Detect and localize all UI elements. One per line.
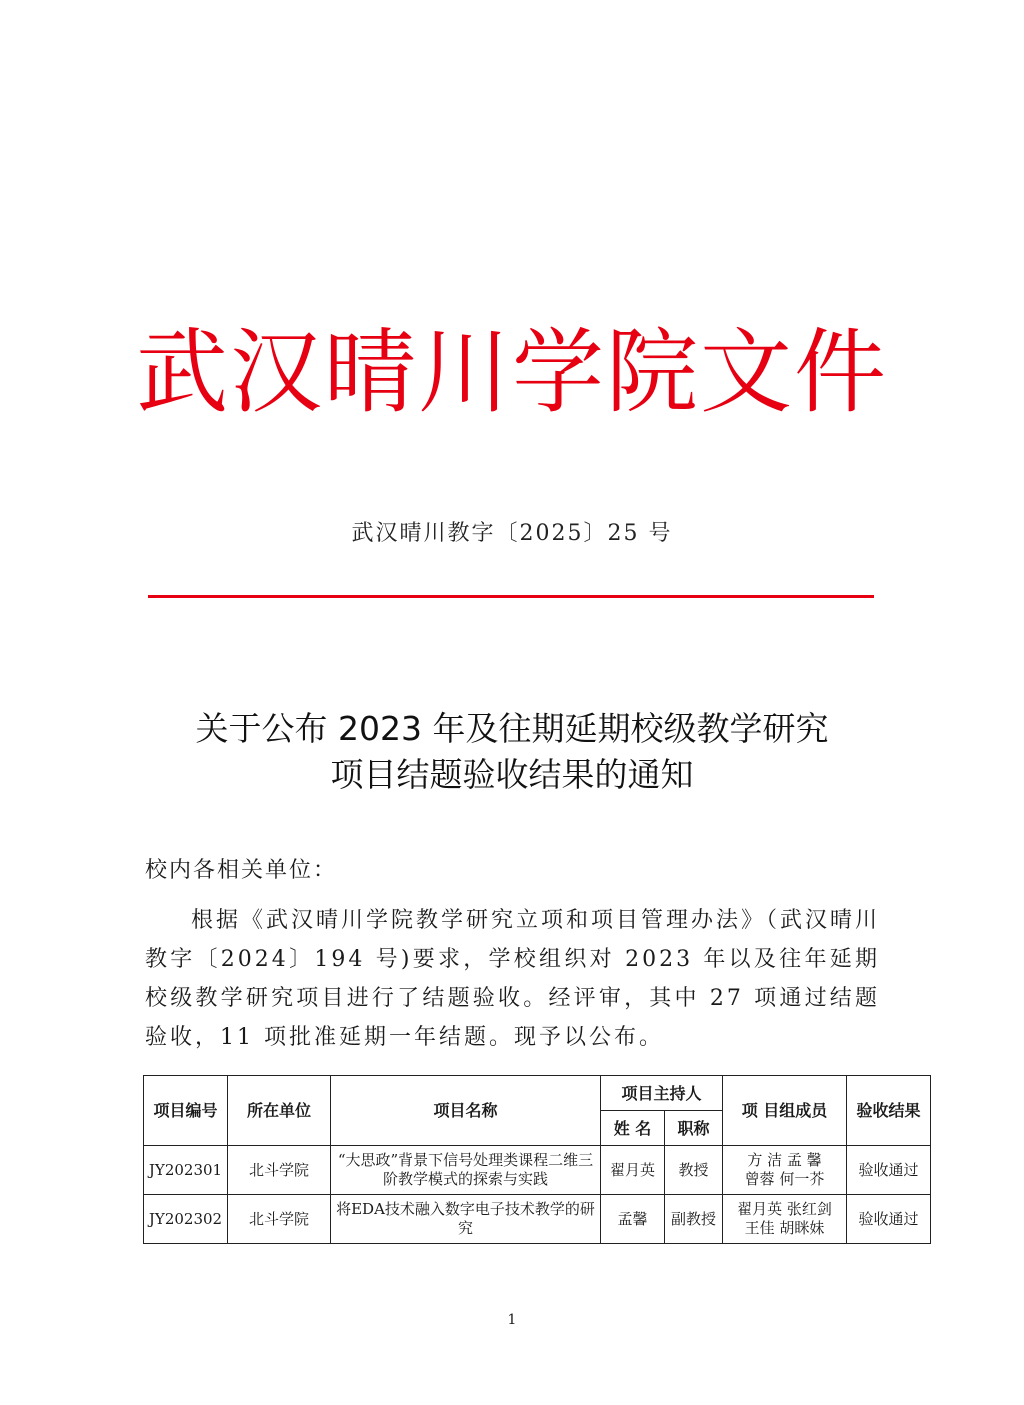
page-number: 1	[507, 1312, 517, 1328]
header-unit: 所在单位	[228, 1076, 331, 1146]
member-line: 曾蓉 何一芥	[744, 1170, 825, 1188]
cell-result: 验收通过	[847, 1146, 931, 1195]
table-header-row	[144, 1076, 931, 1111]
table-row	[144, 1195, 931, 1244]
salutation: 校内各相关单位：	[145, 858, 338, 883]
header-host-name: 姓 名	[601, 1111, 665, 1146]
header-host-title: 职称	[665, 1111, 723, 1146]
table-row	[144, 1146, 931, 1195]
document-number: 武汉晴川教字〔2025〕25 号	[351, 521, 673, 546]
header-members: 项 目组成员	[723, 1076, 847, 1146]
cell-members	[723, 1195, 847, 1244]
notice-title-line-2: 项目结题验收结果的通知	[330, 755, 694, 794]
cell-unit: 北斗学院	[228, 1146, 331, 1195]
cell-members	[723, 1146, 847, 1195]
org-document-header: 武汉晴川学院文件	[135, 319, 888, 426]
member-line: 王佳 胡眯妹	[744, 1219, 825, 1237]
project-results-table	[143, 1075, 931, 1244]
cell-host-name: 孟馨	[601, 1195, 665, 1244]
notice-title-line-1: 关于公布 2023 年及往期延期校级教学研究	[195, 709, 829, 748]
cell-unit: 北斗学院	[228, 1195, 331, 1244]
header-project-name: 项目名称	[331, 1076, 601, 1146]
header-result: 验收结果	[847, 1076, 931, 1146]
member-line: 方 洁 孟 馨	[747, 1151, 822, 1169]
member-line: 翟月英 张红剑	[737, 1200, 832, 1218]
header-project-id: 项目编号	[144, 1076, 228, 1146]
cell-project-id: JY202302	[144, 1195, 228, 1244]
body-paragraph: 根据《武汉晴川学院教学研究立项和项目管理办法》（武汉晴川教字〔2024〕194 号)要求，学校组织对 2023 年以及往年延期校级教学研究项目进行了结题验收。经评审，其中 27 项通过结题验收，11 项批准延期一年结题。现予以公布。	[145, 908, 881, 1050]
cell-host-name: 翟月英	[601, 1146, 665, 1195]
red-divider-line	[148, 595, 874, 598]
cell-host-title: 副教授	[665, 1195, 723, 1244]
header-host: 项目主持人	[601, 1076, 723, 1111]
cell-result: 验收通过	[847, 1195, 931, 1244]
cell-project-name: “大思政”背景下信号处理类课程二维三阶教学模式的探索与实践	[331, 1146, 601, 1195]
cell-host-title: 教授	[665, 1146, 723, 1195]
cell-project-name: 将EDA技术融入数字电子技术教学的研究	[331, 1195, 601, 1244]
notice-title	[120, 706, 904, 798]
cell-project-id: JY202301	[144, 1146, 228, 1195]
